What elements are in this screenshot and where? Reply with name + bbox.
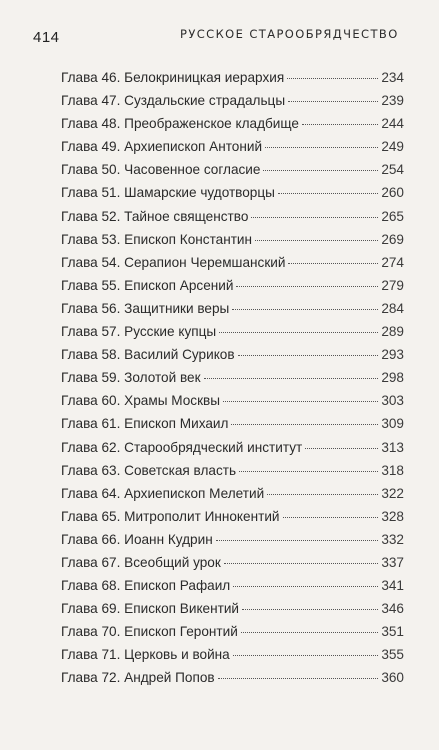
toc-entry (61, 116, 404, 139)
toc-entry-title: Глава 51. Шамарские чудотворцы (61, 185, 275, 201)
toc-entry-page: 289 (381, 324, 404, 340)
dot-leader (223, 401, 378, 402)
toc-entry (61, 93, 404, 116)
toc-entry-title: Глава 56. Защитники веры (61, 300, 230, 316)
toc-entry-page: 360 (381, 670, 404, 686)
toc-entry-page: 355 (381, 647, 404, 663)
toc-entry (61, 255, 404, 278)
toc-entry-title: Глава 63. Советская власть (61, 462, 237, 478)
toc-entry-title: Глава 72. Андрей Попов (61, 670, 215, 686)
toc-entry-title: Глава 71. Церковь и война (61, 647, 230, 663)
toc-entry-title: Глава 68. Епископ Рафаил (61, 578, 231, 594)
toc-entry (61, 670, 404, 693)
toc-entry-title: Глава 54. Серапион Черемшанский (61, 254, 286, 270)
toc-entry-page: 244 (381, 116, 404, 132)
toc-entry-page: 234 (381, 70, 404, 85)
toc-entry-title: Глава 61. Епископ Михаил (61, 416, 229, 432)
toc-entry-title: Глава 50. Часовенное согласие (61, 162, 261, 178)
toc-entry (61, 209, 404, 232)
toc-entry-page: 269 (381, 231, 404, 247)
page-number: 414 (33, 28, 60, 46)
toc-entry-page: 309 (381, 416, 404, 432)
toc-entry-page: 249 (381, 139, 404, 155)
toc-entry (61, 416, 404, 439)
dot-leader (288, 101, 378, 102)
toc-entry-page: 254 (381, 162, 404, 178)
dot-leader (302, 124, 378, 125)
dot-leader (216, 540, 379, 541)
toc-entry (61, 647, 404, 670)
toc-entry-title: Глава 57. Русские купцы (61, 324, 217, 340)
toc-entry-page: 337 (381, 554, 404, 570)
toc-entry (61, 232, 404, 255)
toc-entry-title: Глава 59. Золотой век (61, 370, 201, 386)
toc-entry-title: Глава 58. Василий Суриков (61, 347, 235, 363)
dot-leader (278, 193, 378, 194)
dot-leader (287, 78, 378, 79)
toc-entry (61, 278, 404, 301)
toc-entry-page: 293 (381, 347, 404, 363)
toc-entry-page: 260 (381, 185, 404, 201)
toc-entry-page: 274 (381, 254, 404, 270)
toc-entry (61, 463, 404, 486)
dot-leader (233, 586, 378, 587)
toc-entry-page: 332 (381, 531, 404, 547)
page-header (33, 24, 409, 50)
toc-entry-page: 322 (381, 485, 404, 501)
toc-entry-title: Глава 69. Епископ Викентий (61, 601, 240, 617)
toc-entry (61, 70, 404, 93)
toc-entry (61, 601, 404, 624)
toc-entry (61, 370, 404, 393)
dot-leader (239, 471, 378, 472)
toc-entry (61, 324, 404, 347)
dot-leader (288, 263, 378, 264)
toc-entry-page: 239 (381, 93, 404, 109)
toc-entry-page: 265 (381, 208, 404, 224)
dot-leader (267, 494, 378, 495)
toc-entry-title: Глава 65. Митрополит Иннокентий (61, 508, 280, 524)
toc-entry (61, 393, 404, 416)
dot-leader (236, 286, 378, 287)
toc-entry (61, 532, 404, 555)
toc-entry-title: Глава 66. Иоанн Кудрин (61, 531, 213, 547)
toc-entry (61, 301, 404, 324)
toc-entry-title: Глава 55. Епископ Арсений (61, 277, 234, 293)
toc-entry (61, 347, 404, 370)
dot-leader (231, 424, 378, 425)
dot-leader (218, 678, 379, 679)
toc-entry (61, 185, 404, 208)
dot-leader (224, 563, 379, 564)
dot-leader (255, 240, 378, 241)
dot-leader (219, 332, 378, 333)
toc-entry-title: Глава 53. Епископ Константин (61, 231, 253, 247)
toc-entry-title: Глава 62. Старообрядческий институт (61, 439, 303, 455)
running-title: РУССКОЕ СТАРООБРЯДЧЕСТВО (180, 27, 399, 41)
toc-entry-page: 298 (381, 370, 404, 386)
toc-entry (61, 509, 404, 532)
toc-entry-title: Глава 60. Храмы Москвы (61, 393, 221, 409)
dot-leader (233, 655, 379, 656)
toc-entry-page: 318 (381, 462, 404, 478)
toc-entry-title: Глава 46. Белокриницкая иерархия (61, 70, 285, 85)
toc-entry-title: Глава 52. Тайное священство (61, 208, 249, 224)
toc-entry-title: Глава 67. Всеобщий урок (61, 554, 221, 570)
dot-leader (232, 309, 378, 310)
table-of-contents (61, 70, 404, 694)
toc-entry (61, 162, 404, 185)
toc-entry-page: 351 (381, 624, 404, 640)
toc-entry-title: Глава 64. Архиепископ Мелетий (61, 485, 265, 501)
toc-entry-page: 346 (381, 601, 404, 617)
dot-leader (265, 147, 378, 148)
dot-leader (305, 448, 378, 449)
toc-entry-title: Глава 47. Суздальские страдальцы (61, 93, 286, 109)
toc-entry-page: 328 (381, 508, 404, 524)
toc-entry-page: 313 (381, 439, 404, 455)
toc-entry (61, 624, 404, 647)
toc-entry (61, 578, 404, 601)
toc-entry (61, 486, 404, 509)
dot-leader (241, 632, 378, 633)
dot-leader (204, 378, 379, 379)
toc-entry-title: Глава 49. Архиепископ Антоний (61, 139, 263, 155)
toc-entry-page: 303 (381, 393, 404, 409)
toc-entry (61, 555, 404, 578)
toc-entry (61, 440, 404, 463)
toc-entry-page: 279 (381, 277, 404, 293)
toc-entry-title: Глава 70. Епископ Геронтий (61, 624, 238, 640)
dot-leader (251, 217, 378, 218)
toc-entry-page: 284 (381, 300, 404, 316)
dot-leader (263, 170, 378, 171)
dot-leader (238, 355, 379, 356)
toc-entry (61, 139, 404, 162)
toc-entry-title: Глава 48. Преображенское кладбище (61, 116, 299, 132)
dot-leader (242, 609, 378, 610)
toc-entry-page: 341 (381, 578, 404, 594)
dot-leader (283, 517, 379, 518)
